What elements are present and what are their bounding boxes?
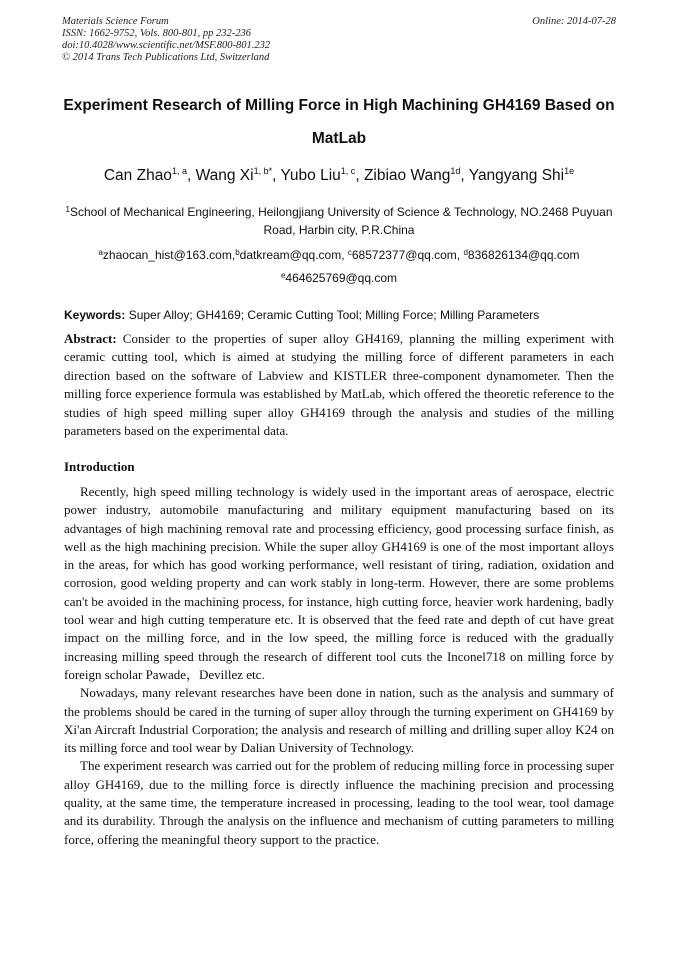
affiliation-mark: 1 <box>65 205 70 214</box>
author-list <box>20 166 658 186</box>
author-affiliation-mark: 1d <box>450 166 461 176</box>
section-heading-introduction: Introduction <box>64 459 135 474</box>
author-separator: , <box>355 167 364 184</box>
email-list <box>40 244 638 290</box>
abstract-label: Abstract: <box>64 331 117 346</box>
body-paragraph: Recently, high speed milling technology is widely used in the important areas of aerospace, electric power industry, automobile manufacturing and military equipment manufacturing based on its advantages of high machining removal rate and processing efficiency, good processing surface finish, as well as the high machining precision. While the super alloy GH4169 is one of the most important alloys in the areas, for which has good working performance, well resistant of tiring, radiation, oxidation and corrosion, good welding property and can work stably in long-term. However, there are some problems can't be avoided in the machining process, for instance, high cutting force, heavier work hardening, badly tool wear and high cutting temperature etc. It is observed that the feed rate and depth of cut have great impact on the milling force, and in the low speed, the milling force is reduced with the gradually increasing milling speed through the research of different tool cuts the Inconel718 on milling force by foreign scholar Pawade，Devillez etc. <box>64 484 614 682</box>
abstract-text: Consider to the properties of super alloy GH4169, planning the milling experiment with ceramic cutting tool, which is aimed at studying the milling force of different parameters in each direction based on the software of Labview and KISTLER three-component dynamometer. Then the milling force experience formula was established by MatLab, which offered the theoretic reference to the studies of high speed milling super alloy GH4169 through the analysis and studies of the milling parameters based on the experimental data. <box>64 331 614 439</box>
email-mark: e <box>280 271 286 280</box>
email-mark: b <box>235 248 240 257</box>
author-name: Yubo Liu <box>280 167 341 184</box>
author-name: Can Zhao <box>103 167 172 184</box>
email-address: zhaocan_hist@163.com, <box>102 248 236 262</box>
keywords-label: Keywords: <box>64 308 126 322</box>
abstract <box>64 330 614 440</box>
author-affiliation-mark: 1, c <box>340 166 356 176</box>
paper-title: Experiment Research of Milling Force in High Machining GH4169 Based on MatLab <box>63 97 615 147</box>
author-separator: , <box>272 167 281 184</box>
keywords <box>64 307 614 323</box>
email-mark: d <box>463 248 468 257</box>
author-separator: , <box>460 167 469 184</box>
author-name: Zibiao Wang <box>363 167 451 184</box>
journal-issn: ISSN: 1662-9752, Vols. 800-801, pp 232-236 <box>62 28 251 39</box>
affiliation <box>50 203 628 239</box>
journal-copyright: © 2014 Trans Tech Publications Ltd, Switzerland <box>62 52 270 63</box>
author-affiliation-mark: 1, a <box>171 166 187 176</box>
email-line <box>40 267 638 290</box>
email-mark: a <box>98 248 103 257</box>
author-affiliation-mark: 1, b* <box>253 166 273 176</box>
email-line <box>40 244 638 267</box>
author-name: Yangyang Shi <box>468 167 565 184</box>
email-address: 836826134@qq.com <box>467 248 580 262</box>
keywords-text: Super Alloy; GH4169; Ceramic Cutting Tool; Milling Force; Milling Parameters <box>125 308 540 322</box>
journal-header <box>62 16 270 64</box>
author-separator: , <box>186 167 196 184</box>
online-date: Online: 2014-07-28 <box>532 16 616 27</box>
body-paragraph: The experiment research was carried out for the problem of reducing milling force in processing super alloy GH4169, due to the milling force is directly influence the machining precision and processing quality, at the same time, the temperature increased in processing, leading to the tool wear, tool damage and its durability. Through the analysis on the influence and mechanism of cutting parameters to milling force, offering the meaningful theory support to the practice. <box>64 758 614 847</box>
introduction-body <box>64 483 614 849</box>
email-address: 464625769@qq.com <box>285 271 398 285</box>
author-name: Wang Xi <box>195 167 254 184</box>
author-affiliation-mark: 1e <box>564 166 575 176</box>
email-address: 68572377@qq.com, <box>351 248 464 262</box>
email-mark: c <box>347 248 352 257</box>
email-address: datkream@qq.com, <box>239 248 348 262</box>
body-paragraph: Nowadays, many relevant researches have been done in nation, such as the analysis and summary of the problems should be cared in the turning of super alloy through the turning experiment on GH4169 by Xi'an Aircraft Industrial Corporation; the analysis and research of milling and drilling super alloy K24 on its milling force and tool wear by Dalian University of Technology. <box>64 685 614 756</box>
affiliation-text: School of Mechanical Engineering, Heilongjiang University of Science & Technology, NO.2468 Puyuan Road, Harbin city, P.R.China <box>69 205 613 237</box>
journal-doi: doi:10.4028/www.scientific.net/MSF.800-801.232 <box>62 40 271 51</box>
journal-name: Materials Science Forum <box>62 16 169 27</box>
